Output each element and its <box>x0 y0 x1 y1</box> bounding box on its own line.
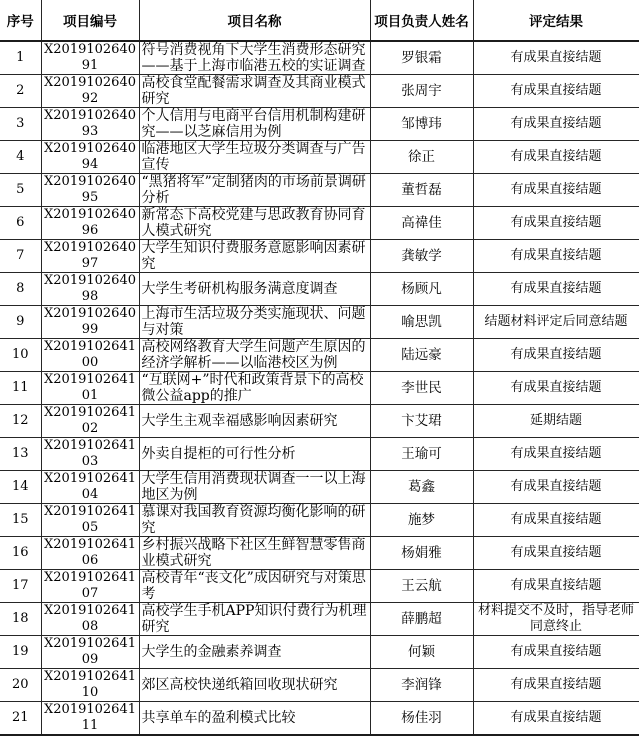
cell-leader: 王瑜可 <box>370 438 473 471</box>
cell-result: 有成果直接结题 <box>473 339 639 372</box>
cell-name: 新常态下高校党建与思政教育协同育人模式研究 <box>139 207 370 240</box>
cell-name: 乡村振兴战略下社区生鲜智慧零售商业模式研究 <box>139 537 370 570</box>
cell-name: 个人信用与电商平台信用机制构建研究——以芝麻信用为例 <box>139 108 370 141</box>
cell-code: X201910264105 <box>41 504 139 537</box>
cell-result: 有成果直接结题 <box>473 372 639 405</box>
cell-leader: 王云航 <box>370 570 473 603</box>
cell-result: 有成果直接结题 <box>473 438 639 471</box>
cell-result: 结题材料评定后同意结题 <box>473 306 639 339</box>
cell-no: 7 <box>0 240 41 273</box>
cell-result: 有成果直接结题 <box>473 108 639 141</box>
cell-code: X201910264097 <box>41 240 139 273</box>
cell-name: 共享单车的盈利模式比较 <box>139 702 370 736</box>
cell-no: 1 <box>0 41 41 75</box>
table-row <box>0 174 639 207</box>
cell-code: X201910264108 <box>41 603 139 636</box>
cell-code: X201910264092 <box>41 75 139 108</box>
table-row <box>0 570 639 603</box>
cell-name: 大学生主观幸福感影响因素研究 <box>139 405 370 438</box>
cell-result: 有成果直接结题 <box>473 537 639 570</box>
cell-code: X201910264093 <box>41 108 139 141</box>
cell-leader: 罗银霜 <box>370 41 473 75</box>
cell-name: 临港地区大学生垃圾分类调查与广告宣传 <box>139 141 370 174</box>
col-header-leader: 项目负责人姓名 <box>370 0 473 41</box>
table-row <box>0 141 639 174</box>
cell-code: X201910264102 <box>41 405 139 438</box>
cell-no: 15 <box>0 504 41 537</box>
cell-result: 有成果直接结题 <box>473 75 639 108</box>
table-row <box>0 240 639 273</box>
cell-code: X201910264095 <box>41 174 139 207</box>
cell-code: X201910264111 <box>41 702 139 736</box>
cell-leader: 杨娟雅 <box>370 537 473 570</box>
cell-code: X201910264091 <box>41 41 139 75</box>
header-row <box>0 0 639 41</box>
cell-no: 16 <box>0 537 41 570</box>
cell-leader: 杨佳羽 <box>370 702 473 736</box>
cell-no: 17 <box>0 570 41 603</box>
cell-result: 有成果直接结题 <box>473 504 639 537</box>
table-row <box>0 504 639 537</box>
table-row <box>0 537 639 570</box>
cell-code: X201910264100 <box>41 339 139 372</box>
cell-code: X201910264096 <box>41 207 139 240</box>
cell-no: 3 <box>0 108 41 141</box>
cell-name: 符号消费视角下大学生消费形态研究——基于上海市临港五校的实证调查 <box>139 41 370 75</box>
cell-name: 高校食堂配餐需求调查及其商业模式研究 <box>139 75 370 108</box>
cell-code: X201910264106 <box>41 537 139 570</box>
table-row <box>0 339 639 372</box>
cell-no: 6 <box>0 207 41 240</box>
cell-result: 延期结题 <box>473 405 639 438</box>
cell-leader: 喻思凯 <box>370 306 473 339</box>
table-row <box>0 306 639 339</box>
cell-code: X201910264107 <box>41 570 139 603</box>
cell-result: 有成果直接结题 <box>473 570 639 603</box>
table-row <box>0 75 639 108</box>
cell-result: 有成果直接结题 <box>473 141 639 174</box>
table-body <box>0 41 639 735</box>
cell-no: 5 <box>0 174 41 207</box>
cell-leader: 施梦 <box>370 504 473 537</box>
cell-result: 材料提交不及时，指导老师同意终止 <box>473 603 639 636</box>
cell-name: 上海市生活垃圾分类实施现状、问题与对策 <box>139 306 370 339</box>
table-row <box>0 636 639 669</box>
cell-name: 大学生知识付费服务意愿影响因素研究 <box>139 240 370 273</box>
cell-no: 21 <box>0 702 41 736</box>
cell-result: 有成果直接结题 <box>473 636 639 669</box>
cell-leader: 高禕佳 <box>370 207 473 240</box>
cell-no: 18 <box>0 603 41 636</box>
cell-leader: 葛鑫 <box>370 471 473 504</box>
cell-result: 有成果直接结题 <box>473 669 639 702</box>
cell-code: X201910264099 <box>41 306 139 339</box>
table-row <box>0 438 639 471</box>
table-row <box>0 41 639 75</box>
cell-no: 19 <box>0 636 41 669</box>
cell-no: 2 <box>0 75 41 108</box>
cell-name: 高校网络教育大学生问题产生原因的经济学解析——以临港校区为例 <box>139 339 370 372</box>
table-row <box>0 207 639 240</box>
cell-name: 大学生信用消费现状调查一一以上海地区为例 <box>139 471 370 504</box>
cell-leader: 张周宇 <box>370 75 473 108</box>
cell-leader: 邹博玮 <box>370 108 473 141</box>
cell-no: 10 <box>0 339 41 372</box>
cell-leader: 李润锋 <box>370 669 473 702</box>
cell-no: 14 <box>0 471 41 504</box>
cell-code: X201910264101 <box>41 372 139 405</box>
table-row <box>0 273 639 306</box>
cell-name: “互联网+”时代和政策背景下的高校微公益app的推广 <box>139 372 370 405</box>
cell-name: 慕课对我国教育资源均衡化影响的研究 <box>139 504 370 537</box>
table-row <box>0 108 639 141</box>
cell-result: 有成果直接结题 <box>473 471 639 504</box>
cell-result: 有成果直接结题 <box>473 41 639 75</box>
cell-result: 有成果直接结题 <box>473 174 639 207</box>
cell-name: 高校学生手机APP知识付费行为机理研究 <box>139 603 370 636</box>
table-row <box>0 471 639 504</box>
col-header-result: 评定结果 <box>473 0 639 41</box>
cell-result: 有成果直接结题 <box>473 273 639 306</box>
table-row <box>0 669 639 702</box>
table-row <box>0 405 639 438</box>
col-header-no: 序号 <box>0 0 41 41</box>
cell-code: X201910264098 <box>41 273 139 306</box>
cell-no: 9 <box>0 306 41 339</box>
col-header-code: 项目编号 <box>41 0 139 41</box>
cell-leader: 薛鹏超 <box>370 603 473 636</box>
table-row <box>0 372 639 405</box>
cell-code: X201910264104 <box>41 471 139 504</box>
cell-leader: 董哲磊 <box>370 174 473 207</box>
cell-leader: 何颖 <box>370 636 473 669</box>
cell-no: 8 <box>0 273 41 306</box>
cell-leader: 陆远豪 <box>370 339 473 372</box>
cell-leader: 李世民 <box>370 372 473 405</box>
cell-name: 郊区高校快递纸箱回收现状研究 <box>139 669 370 702</box>
cell-name: 外卖自提柜的可行性分析 <box>139 438 370 471</box>
cell-name: 大学生考研机构服务满意度调查 <box>139 273 370 306</box>
cell-name: 大学生的金融素养调查 <box>139 636 370 669</box>
cell-code: X201910264103 <box>41 438 139 471</box>
cell-no: 13 <box>0 438 41 471</box>
col-header-name: 项目名称 <box>139 0 370 41</box>
cell-no: 4 <box>0 141 41 174</box>
cell-name: “黑猪将军”定制猪肉的市场前景调研分析 <box>139 174 370 207</box>
cell-leader: 杨顾凡 <box>370 273 473 306</box>
cell-code: X201910264110 <box>41 669 139 702</box>
cell-result: 有成果直接结题 <box>473 240 639 273</box>
cell-leader: 卞艾珺 <box>370 405 473 438</box>
table-row <box>0 603 639 636</box>
cell-no: 11 <box>0 372 41 405</box>
table-row <box>0 702 639 736</box>
cell-leader: 徐正 <box>370 141 473 174</box>
cell-no: 20 <box>0 669 41 702</box>
cell-result: 有成果直接结题 <box>473 207 639 240</box>
cell-code: X201910264094 <box>41 141 139 174</box>
cell-name: 高校青年“丧文化”成因研究与对策思考 <box>139 570 370 603</box>
cell-result: 有成果直接结题 <box>473 702 639 736</box>
cell-no: 12 <box>0 405 41 438</box>
cell-leader: 龚敏学 <box>370 240 473 273</box>
cell-code: X201910264109 <box>41 636 139 669</box>
